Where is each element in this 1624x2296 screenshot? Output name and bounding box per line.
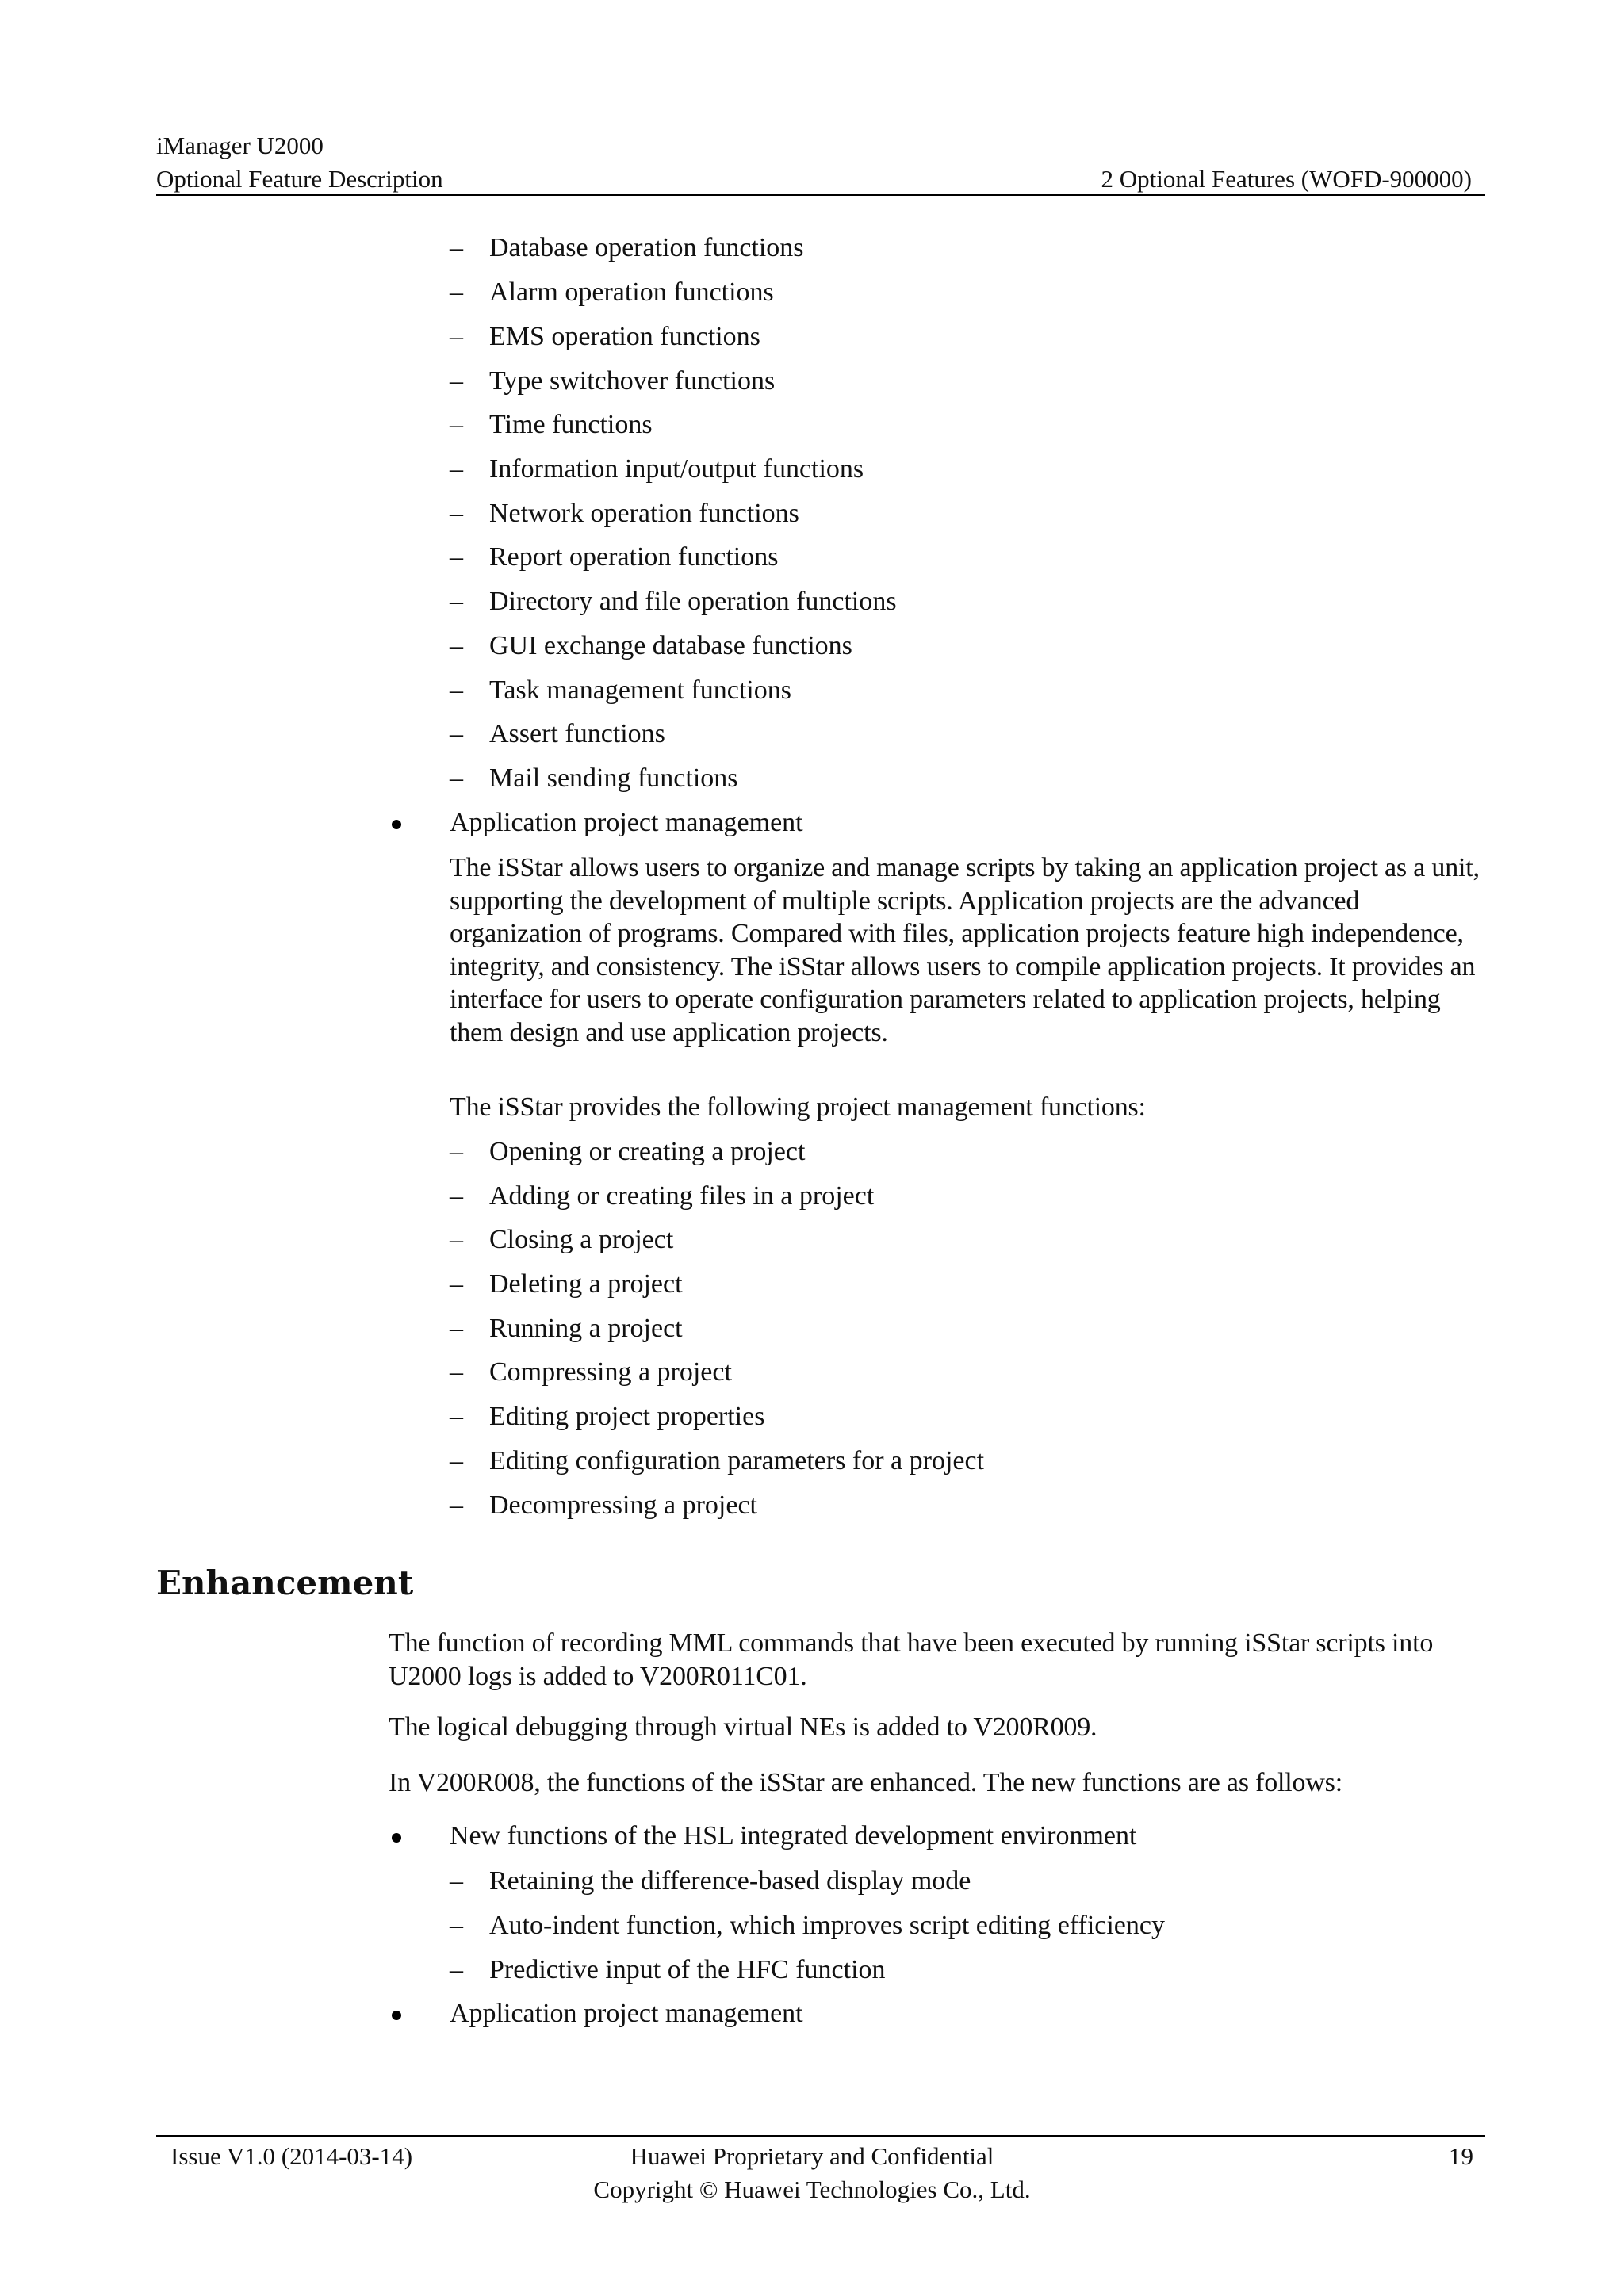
dash-marker: – (450, 675, 463, 705)
header-product: iManager U2000 (156, 132, 324, 159)
section-heading-enhancement: Enhancement (156, 1563, 414, 1602)
footer-issue: Issue V1.0 (2014-03-14) (170, 2142, 413, 2170)
bullet-dot (392, 2011, 401, 2020)
dash-marker: – (450, 542, 463, 572)
dash-marker: – (450, 410, 463, 439)
dash-marker: – (450, 1446, 463, 1475)
bullet-app-project-2: Application project management (450, 1999, 803, 2028)
dash-marker: – (450, 1911, 463, 1940)
footer-copyright: Copyright © Huawei Technologies Co., Ltd. (593, 2175, 1031, 2203)
dash-marker: – (450, 277, 463, 307)
list-item: EMS operation functions (489, 322, 760, 351)
app-project-paragraph: The iSStar allows users to organize and manage scripts by taking an application project as a unit, supporting the development of multiple scripts. Application projects are the advanced organization of programs. Compared with files, application projects feature high independence, integrity, and consistency. The iSStar allows users to compile application projects. It provides an interface for users to operate configuration parameters related to application projects, helping them design and use application projects. (450, 853, 1480, 1047)
footer-proprietary: Huawei Proprietary and Confidential (630, 2142, 994, 2170)
dash-marker: – (450, 1402, 463, 1431)
list-item: Time functions (489, 410, 653, 439)
list-item: Task management functions (489, 675, 791, 705)
list-item: Compressing a project (489, 1357, 732, 1387)
list-item: Retaining the difference-based display mode (489, 1866, 971, 1896)
list-item: Information input/output functions (489, 454, 864, 484)
list-item: Mail sending functions (489, 763, 738, 793)
list-item: Editing configuration parameters for a project (489, 1446, 985, 1475)
bullet-app-project: Application project management (450, 808, 803, 837)
header-chapter: 2 Optional Features (WOFD-900000) (1101, 165, 1472, 193)
list-item: Decompressing a project (489, 1490, 757, 1520)
dash-marker: – (450, 587, 463, 616)
dash-marker: – (450, 1269, 463, 1299)
list-item: Directory and file operation functions (489, 587, 897, 616)
list-item: Opening or creating a project (489, 1137, 806, 1166)
dash-marker: – (450, 1955, 463, 1984)
dash-marker: – (450, 1225, 463, 1254)
dash-marker: – (450, 233, 463, 262)
list-item: Auto-indent function, which improves script editing efficiency (489, 1911, 1165, 1940)
list-item: Deleting a project (489, 1269, 683, 1299)
list-item: Running a project (489, 1314, 683, 1343)
bullet-dot (392, 1833, 401, 1843)
list-item: GUI exchange database functions (489, 631, 852, 660)
list-item: Type switchover functions (489, 366, 776, 396)
dash-marker: – (450, 1181, 463, 1211)
list-item: Report operation functions (489, 542, 779, 572)
dash-marker: – (450, 499, 463, 528)
dash-marker: – (450, 1137, 463, 1166)
list-item: Editing project properties (489, 1402, 765, 1431)
footer-divider (156, 2135, 1485, 2137)
enhancement-paragraph-3: In V200R008, the functions of the iSStar are enhanced. The new functions are as follows: (389, 1768, 1342, 1797)
list-item: Alarm operation functions (489, 277, 774, 307)
footer-page-number: 19 (1449, 2142, 1473, 2170)
bullet-dot (392, 820, 401, 829)
list-item: Predictive input of the HFC function (489, 1955, 886, 1984)
enhancement-paragraph-1: The function of recording MML commands that have been executed by running iSStar scripts into U2000 logs is added to V200R011C01. (389, 1628, 1434, 1691)
list-item: Network operation functions (489, 499, 799, 528)
dash-marker: – (450, 366, 463, 396)
dash-marker: – (450, 1490, 463, 1520)
dash-marker: – (450, 454, 463, 484)
dash-marker: – (450, 1866, 463, 1896)
list-item: Closing a project (489, 1225, 674, 1254)
dash-marker: – (450, 631, 463, 660)
list-item: Database operation functions (489, 233, 804, 262)
dash-marker: – (450, 763, 463, 793)
list-item: Adding or creating files in a project (489, 1181, 875, 1211)
dash-marker: – (450, 322, 463, 351)
app-project-intro: The iSStar provides the following project management functions: (450, 1093, 1146, 1122)
dash-marker: – (450, 1314, 463, 1343)
dash-marker: – (450, 719, 463, 748)
dash-marker: – (450, 1357, 463, 1387)
bullet-hsl-functions: New functions of the HSL integrated development environment (450, 1821, 1137, 1850)
enhancement-paragraph-2: The logical debugging through virtual NEs is added to V200R009. (389, 1712, 1097, 1742)
header-divider (156, 194, 1485, 196)
header-doc-title: Optional Feature Description (156, 165, 443, 193)
list-item: Assert functions (489, 719, 665, 748)
